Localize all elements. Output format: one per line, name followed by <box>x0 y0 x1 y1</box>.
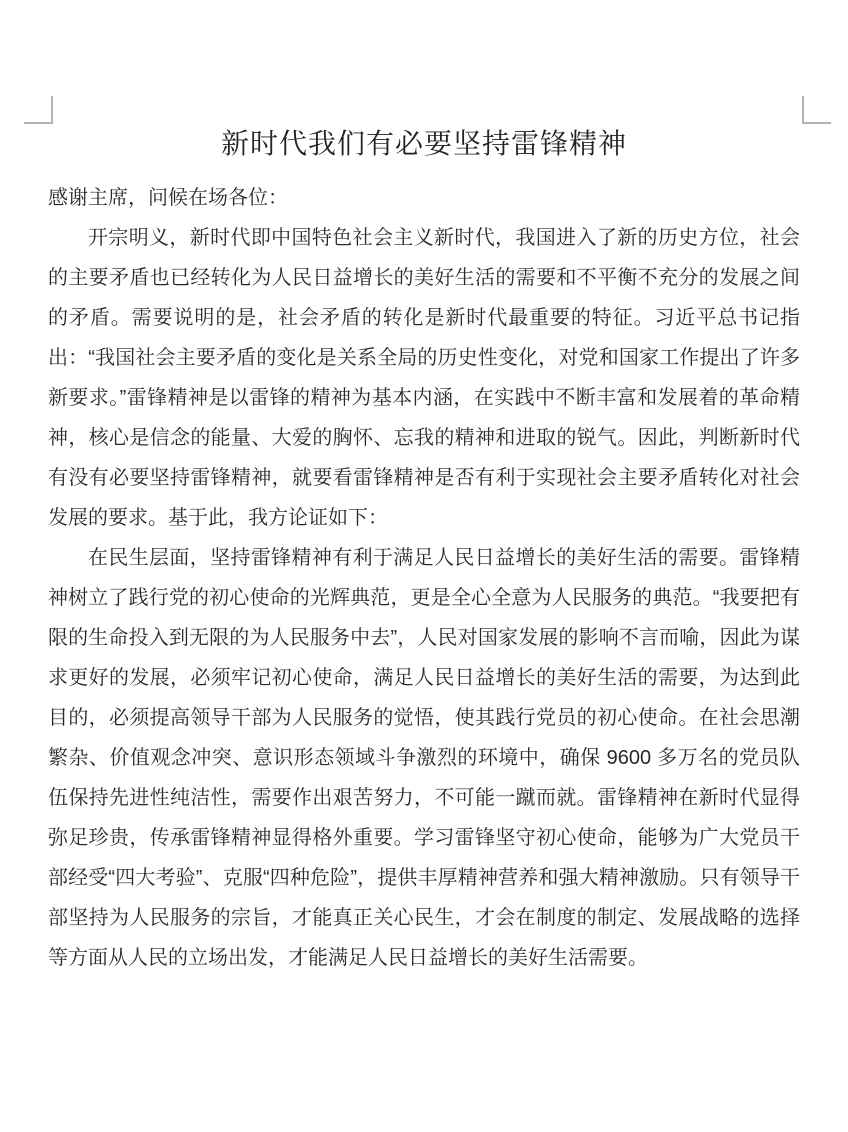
greeting-line: 感谢主席，问候在场各位： <box>48 187 288 209</box>
document-title: 新时代我们有必要坚持雷锋精神 <box>220 128 627 159</box>
paragraph-livelihood-argument: 在民生层面，坚持雷锋精神有利于满足人民日益增长的美好生活的需要。雷锋精神树立了践行党的初心使命的光辉典范，更是全心全意为人民服务的典范。“我要把有限的生命投入到无限的为人民服务中去”，人民对国家发展的影响不言而喻，因此为谋求更好的发展，必须牢记初心使命，满足人民日益增长的美好生活的需要，为达到此目的，必须提高领导干部为人民服务的觉悟，使其践行党员的初心使命。在社会思潮繁杂、价值观念冲突、意识形态领域斗争激烈的环境中，确保 9600 多万名的党员队伍保持先进性纯洁性，需要作出艰苦努力，不可能一蹴而就。雷锋精神在新时代显得弥足珍贵，传承雷锋精神显得格外重要。学习雷锋坚守初心使命，能够为广大党员干部经受“四大考验”、克服“四种危险”，提供丰厚精神营养和强大精神激励。只有领导干部坚持为人民服务的宗旨，才能真正关心民生，才会在制度的制定、发展战略的选择等方面从人民的立场出发，才能满足人民日益增长的美好生活需要。 <box>48 547 800 969</box>
paragraph-opening-argument: 开宗明义，新时代即中国特色社会主义新时代，我国进入了新的历史方位，社会的主要矛盾也已经转化为人民日益增长的美好生活的需要和不平衡不充分的发展之间的矛盾。需要说明的是，社会矛盾的转化是新时代最重要的特征。习近平总书记指出：“我国社会主要矛盾的变化是关系全局的历史性变化，对党和国家工作提出了许多新要求。”雷锋精神是以雷锋的精神为基本内涵，在实践中不断丰富和发展着的革命精神，核心是信念的能量、大爱的胸怀、忘我的精神和进取的锐气。因此，判断新时代有没有必要坚持雷锋精神，就要看雷锋精神是否有利于实现社会主要矛盾转化对社会发展的要求。基于此，我方论证如下： <box>48 227 800 529</box>
text-boundary-mark-top-right <box>802 96 831 124</box>
document-body <box>48 0 800 978</box>
